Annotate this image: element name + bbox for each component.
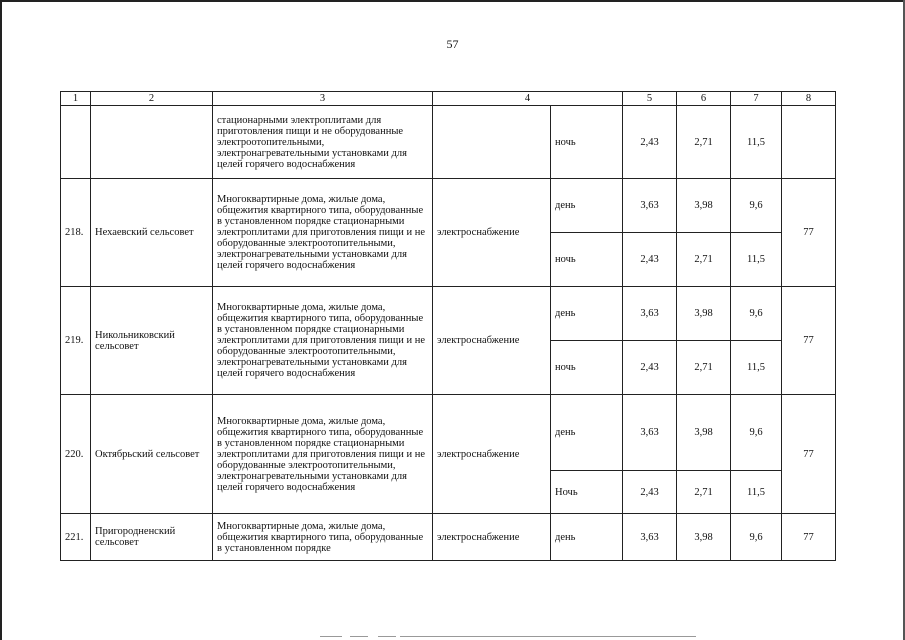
value-col7: 9,6 [731,287,782,341]
column-number-row [61,92,836,106]
locality-name: Октябрьский сельсовет [91,395,213,514]
table-row [61,179,836,233]
value-col5: 3,63 [623,514,677,561]
value-col8 [782,106,836,179]
column-header-1: 1 [61,92,91,106]
column-header-3: 3 [213,92,433,106]
value-col6: 3,98 [677,395,731,471]
column-header-2: 2 [91,92,213,106]
service-type: электроснабжение [433,395,551,514]
tariff-period: ночь [551,341,623,395]
row-number: 219. [61,287,91,395]
value-col8: 77 [782,514,836,561]
value-col6: 2,71 [677,233,731,287]
value-col5: 2,43 [623,106,677,179]
value-col7: 11,5 [731,106,782,179]
column-header-7: 7 [731,92,782,106]
page-number: 57 [446,37,459,51]
row-number: 220. [61,395,91,514]
value-col5: 2,43 [623,341,677,395]
table-row [61,106,836,179]
tariff-period: день [551,395,623,471]
row-number [61,106,91,179]
service-type: электроснабжение [433,287,551,395]
row-number: 218. [61,179,91,287]
housing-description: Многоквартирные дома, жилые дома, общежития квартирного типа, оборудованные в установленном порядке стационарными электроплитами для приготовления пищи и не оборудованные электроотопительными, электронагревательными установками для целей горячего водоснабжения [213,179,433,287]
value-col7: 9,6 [731,514,782,561]
value-col6: 3,98 [677,514,731,561]
locality-name: Пригородненский сельсовет [91,514,213,561]
row-number: 221. [61,514,91,561]
housing-description: Многоквартирные дома, жилые дома, общежития квартирного типа, оборудованные в установленном порядке [213,514,433,561]
housing-description: стационарными электроплитами для приготовления пищи и не оборудованные электроотопительными, электронагревательными установками для целей горячего водоснабжения [213,106,433,179]
value-col7: 11,5 [731,341,782,395]
column-header-8: 8 [782,92,836,106]
page-border-top [0,0,905,2]
column-header-5: 5 [623,92,677,106]
scan-artifact [378,636,396,637]
value-col5: 3,63 [623,179,677,233]
value-col8: 77 [782,395,836,514]
value-col5: 2,43 [623,471,677,514]
page-border-left [0,0,2,640]
value-col6: 2,71 [677,106,731,179]
tariff-period: день [551,514,623,561]
value-col5: 3,63 [623,287,677,341]
service-type: электроснабжение [433,514,551,561]
housing-description: Многоквартирные дома, жилые дома, общежития квартирного типа, оборудованные в установленном порядке стационарными электроплитами для приготовления пищи и не оборудованные электроотопительными, электронагревательными установками для целей горячего водоснабжения [213,287,433,395]
table-row [61,514,836,561]
tariff-period: день [551,287,623,341]
value-col5: 3,63 [623,395,677,471]
value-col7: 11,5 [731,233,782,287]
value-col6: 3,98 [677,179,731,233]
table-row [61,287,836,341]
value-col8: 77 [782,179,836,287]
value-col6: 3,98 [677,287,731,341]
value-col8: 77 [782,287,836,395]
table-row [61,395,836,471]
scan-artifact [320,636,342,637]
scan-artifact [400,636,696,637]
locality-name [91,106,213,179]
scan-artifact [350,636,368,637]
value-col7: 11,5 [731,471,782,514]
tariff-period: ночь [551,106,623,179]
tariff-table [60,91,836,561]
column-header-4: 4 [433,92,623,106]
tariff-period: день [551,179,623,233]
column-header-6: 6 [677,92,731,106]
tariff-period: Ночь [551,471,623,514]
value-col6: 2,71 [677,341,731,395]
value-col7: 9,6 [731,179,782,233]
locality-name: Никольниковский сельсовет [91,287,213,395]
service-type: электроснабжение [433,179,551,287]
housing-description: Многоквартирные дома, жилые дома, общежития квартирного типа, оборудованные в установленном порядке стационарными электроплитами для приготовления пищи и не оборудованные электроотопительными, электронагревательными установками для целей горячего водоснабжения [213,395,433,514]
tariff-period: ночь [551,233,623,287]
value-col5: 2,43 [623,233,677,287]
service-type [433,106,551,179]
value-col6: 2,71 [677,471,731,514]
locality-name: Нехаевский сельсовет [91,179,213,287]
value-col7: 9,6 [731,395,782,471]
